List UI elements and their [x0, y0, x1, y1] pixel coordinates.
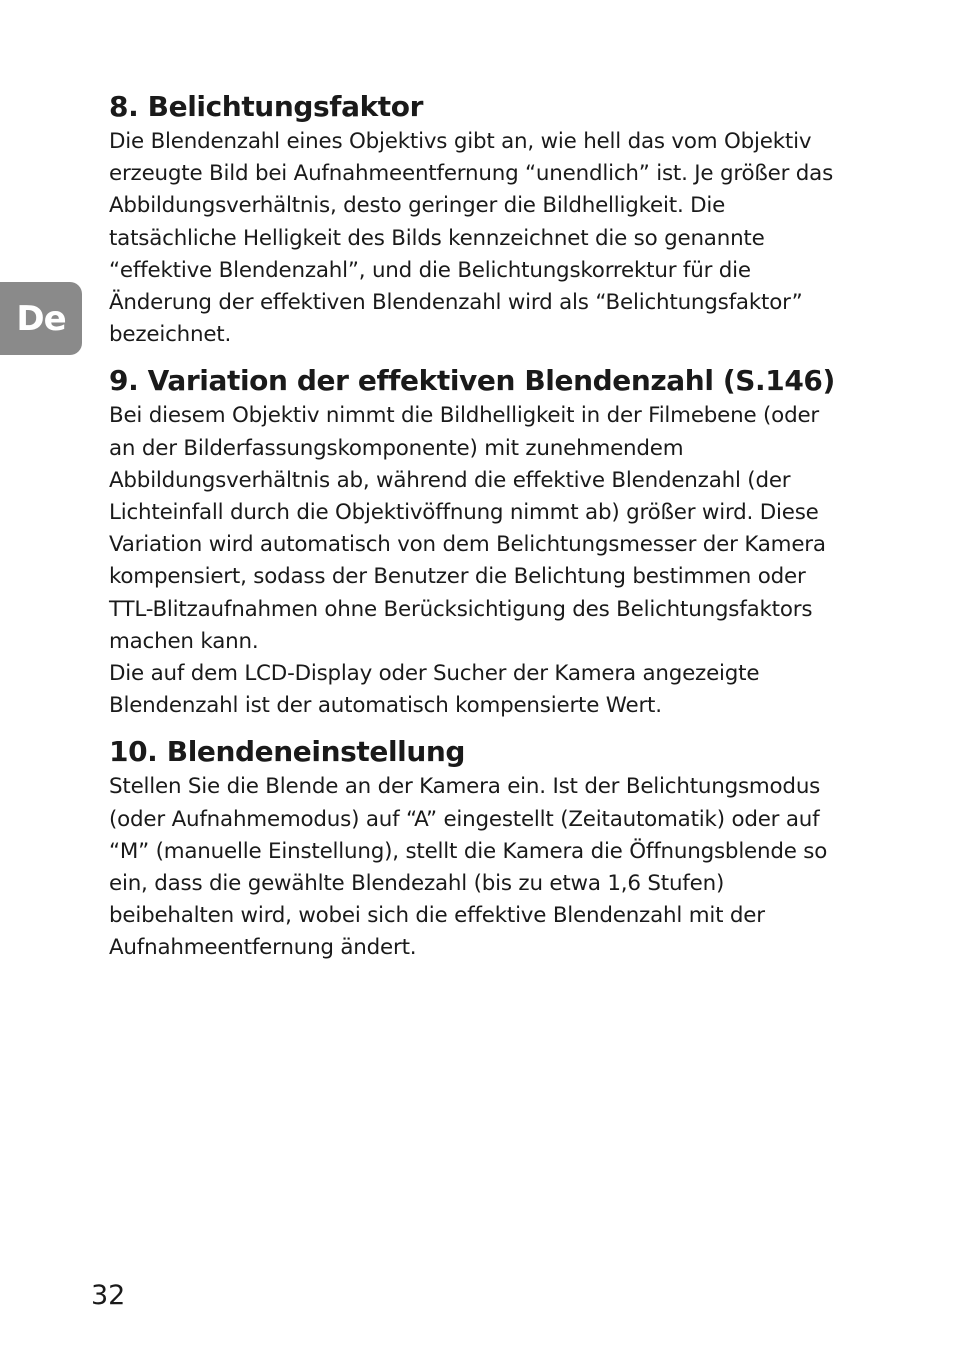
- section-belichtungsfaktor: [109, 88, 849, 351]
- section-variation-blendenzahl: [109, 362, 849, 722]
- section-paragraph: Stellen Sie die Blende an der Kamera ein. Ist der Belichtungsmodus (oder Aufnahmemodus) auf “A” eingestellt (Zeitautomatik) oder auf “M” (manuelle Einstellung), stellt die Kamera die Öffnungsblende so ein, dass die gewählte Blendezahl (bis zu etwa 1,6 Stufen) beibehalten wird, wobei sich die effektive Blendenzahl mit der Aufnahmeentfernung ändert.: [109, 774, 828, 961]
- page-content: [109, 88, 849, 965]
- language-tab: De: [0, 282, 82, 355]
- section-heading: 9. Variation der effektiven Blendenzahl (S.146): [109, 364, 835, 398]
- section-paragraph: Bei diesem Objektiv nimmt die Bildhelligkeit in der Filmebene (oder an der Bilderfassungskomponente) mit zunehmendem Abbildungsverhältnis ab, während die effektive Blendenzahl (der Lichteinfall durch die Objektivöffnung nimmt ab) größer wird. Diese Variation wird automatisch von dem Belichtungsmesser der Kamera kompensiert, sodass der Benutzer die Belichtung bestimmen oder TTL-Blitzaufnahmen ohne Berücksichtigung des Belichtungsfaktors machen kann.: [109, 403, 826, 654]
- section-heading: 10. Blendeneinstellung: [109, 735, 466, 769]
- section-blendeneinstellung: [109, 733, 849, 964]
- section-paragraph: Die Blendenzahl eines Objektivs gibt an, wie hell das vom Objektiv erzeugte Bild bei Aufnahmeentfernung “unendlich” ist. Je größer das Abbildungsverhältnis, desto geringer die Bildhelligkeit. Die tatsächliche Helligkeit des Bilds kennzeichnet die so genannte “effektive Blendenzahl”, und die Belichtungskorrektur für die Änderung der effektiven Blendenzahl wird als “Belichtungsfaktor” bezeichnet.: [109, 129, 834, 348]
- section-paragraph: Die auf dem LCD-Display oder Sucher der Kamera angezeigte Blendenzahl ist der automatisch kompensierte Wert.: [109, 661, 760, 719]
- page-number: 32: [91, 1280, 126, 1311]
- section-heading: 8. Belichtungsfaktor: [109, 90, 424, 123]
